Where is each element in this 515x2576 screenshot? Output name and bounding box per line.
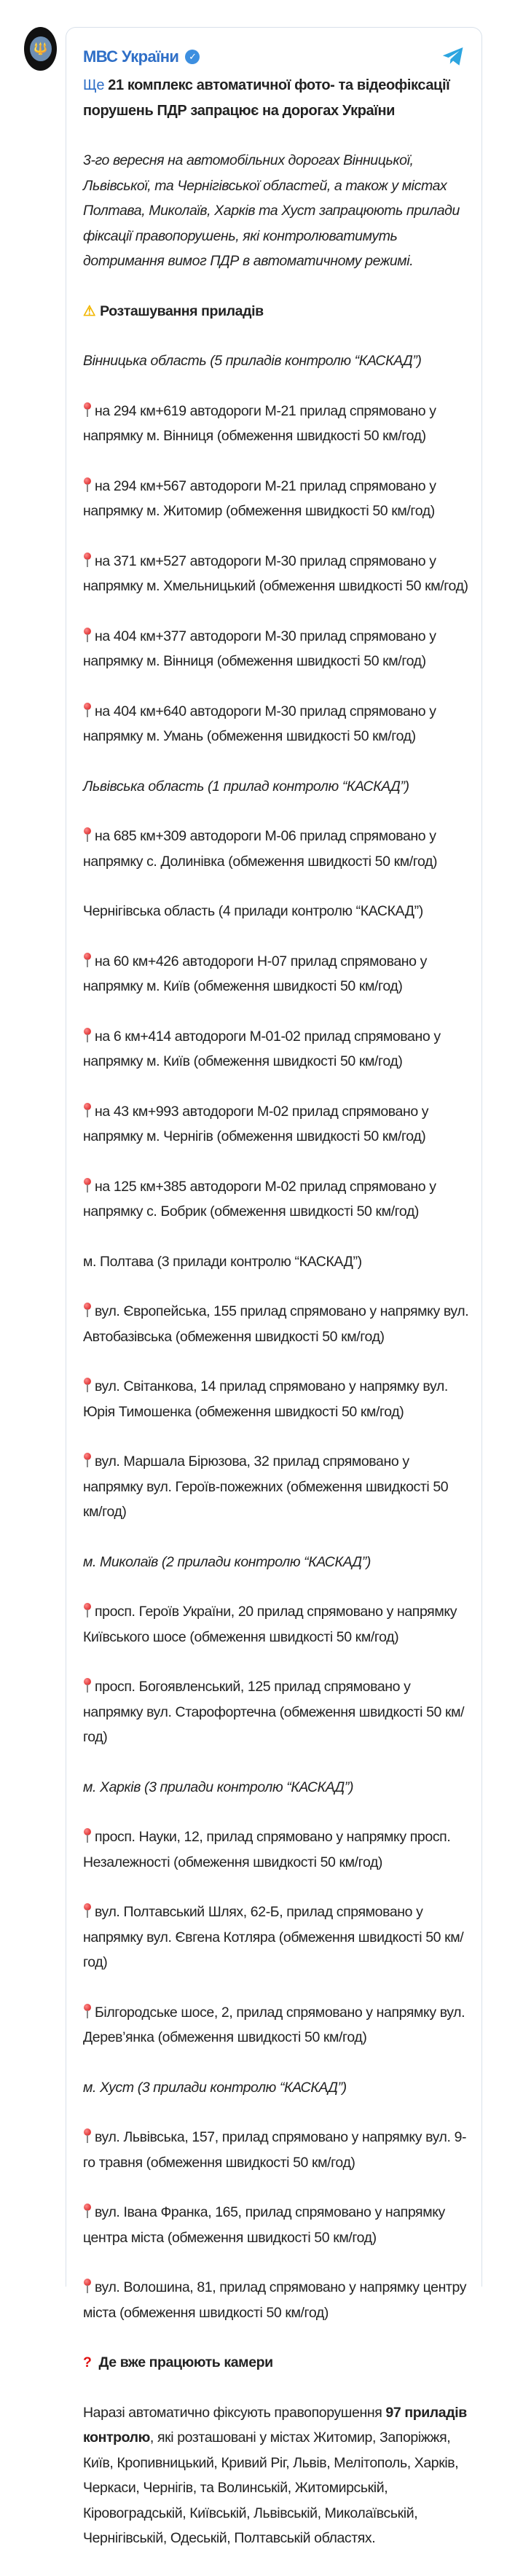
device-location-item	[83, 2000, 469, 2050]
device-location-text: на 685 км+309 автодороги М-06 прилад спрямовано у напрямку с. Долинівка (обмеження швидкості 50 км/год)	[83, 828, 438, 870]
device-location-item	[83, 624, 469, 674]
pushpin-icon	[83, 402, 92, 417]
summary-pre: Наразі автоматично фіксують правопорушення	[83, 2404, 386, 2421]
pushpin-icon	[83, 553, 92, 567]
trident-logo-icon: 🔱	[30, 36, 52, 61]
device-location-text: на 294 км+567 автодороги М-21 прилад спрямовано у напрямку м. Житомир (обмеження швидкості 50 км/год)	[83, 477, 436, 519]
device-location-item	[83, 824, 469, 874]
device-location-text: на 294 км+619 автодороги М-21 прилад спрямовано у напрямку м. Вінниця (обмеження швидкості 50 км/год)	[83, 402, 436, 444]
pushpin-icon	[83, 1678, 92, 1693]
telegram-post-card	[66, 27, 482, 2546]
device-location-item	[83, 1824, 469, 1875]
device-location-text: вул. Європейська, 155 прилад спрямовано у напрямку вул. Автобазівська (обмеження швидкості 50 км/год)	[83, 1303, 469, 1345]
post-headline	[83, 73, 469, 123]
device-location-item	[83, 1599, 469, 1650]
question-mark-icon: ?	[83, 2354, 92, 2370]
device-location-text: вул. Волошина, 81, прилад спрямовано у напрямку центру міста (обмеження швидкості 50 км/год)	[83, 2279, 467, 2321]
working-heading	[83, 2350, 469, 2376]
device-location-item	[83, 1024, 469, 1074]
group-title: м. Миколаїв (2 прилади контролю “КАСКАД”)	[83, 1553, 371, 1570]
pushpin-icon	[83, 628, 92, 642]
pushpin-icon	[83, 2279, 92, 2293]
device-location-item	[83, 474, 469, 524]
location-heading-text: Розташування приладів	[100, 303, 264, 319]
pushpin-icon	[83, 1828, 92, 1843]
device-location-text: просп. Науки, 12, прилад спрямовано у напрямку просп. Незалежності (обмеження швидкості 50 км/год)	[83, 1829, 451, 1870]
device-location-item	[83, 699, 469, 749]
device-location-text: вул. Івана Франка, 165, прилад спрямовано у напрямку центра міста (обмеження швидкості 50 км/год)	[83, 2204, 445, 2246]
device-location-text: на 125 км+385 автодороги М-02 прилад спрямовано у напрямку с. Бобрик (обмеження швидкості 50 км/год)	[83, 1178, 436, 1219]
device-location-text: вул. Полтавський Шлях, 62-Б, прилад спрямовано у напрямку вул. Євгена Котляра (обмеження швидкості 50 км/год)	[83, 1904, 464, 1970]
pushpin-icon	[83, 1453, 92, 1467]
author-name[interactable]: МВС України	[83, 47, 179, 66]
device-location-text: вул. Львівська, 157, прилад спрямовано у напрямку вул. 9-го травня (обмеження швидкості 50 км/год)	[83, 2129, 467, 2171]
pushpin-icon	[83, 1178, 92, 1193]
location-heading	[83, 299, 469, 324]
device-location-text: просп. Героїв України, 20 прилад спрямовано у напрямку Київського шосе (обмеження швидкості 50 км/год)	[83, 1604, 457, 1645]
device-location-item	[83, 2200, 469, 2250]
working-heading-text: Де вже працюють камери	[98, 2354, 273, 2370]
group-title: м. Харків (3 прилади контролю “КАСКАД”)	[83, 1779, 354, 1795]
summary-post: , які розташовані у містах Житомир, Запоріжжя, Київ, Кропивницький, Кривий Ріг, Львів, Мелітополь, Харків, Черкаси, Чернігів, та Волинській, Житомирській, Кіровоградській, Київській, Львівській, Миколаївській, Чернігівській, Одеській, Полтавській областях.	[83, 2429, 459, 2546]
device-location-text: на 404 км+640 автодороги М-30 прилад спрямовано у напрямку м. Умань (обмеження швидкості 50 км/год)	[83, 703, 436, 744]
device-location-item	[83, 1299, 469, 1349]
device-groups	[83, 348, 469, 2325]
summary-paragraph	[83, 2400, 469, 2551]
pushpin-icon	[83, 703, 92, 717]
author-avatar[interactable]	[24, 27, 57, 71]
group-title: Львівська область (1 прилад контролю “КАСКАД”)	[83, 778, 409, 795]
pushpin-icon	[83, 1303, 92, 1317]
headline-link[interactable]: Ще	[83, 77, 105, 93]
device-location-item	[83, 949, 469, 999]
group-title: м. Полтава (3 прилади контролю “КАСКАД”)	[83, 1253, 362, 1270]
device-location-item	[83, 1374, 469, 1424]
pushpin-icon	[83, 953, 92, 967]
pushpin-icon	[83, 2204, 92, 2218]
device-location-item	[83, 1900, 469, 1975]
device-location-item	[83, 1449, 469, 1525]
headline-text: 21 комплекс автоматичної фото- та відеофіксації порушень ПДР запрацює на дорогах України	[83, 77, 450, 119]
pushpin-icon	[83, 1028, 92, 1042]
device-location-item	[83, 2275, 469, 2325]
verified-badge-icon: ✓	[185, 50, 200, 64]
pushpin-icon	[83, 2128, 92, 2143]
device-location-item	[83, 2125, 469, 2175]
device-location-text: на 60 км+426 автодороги Н-07 прилад спрямовано у напрямку м. Київ (обмеження швидкості 50 км/год)	[83, 953, 427, 994]
device-location-text: Білгородське шосе, 2, прилад спрямовано у напрямку вул. Дерев’янка (обмеження швидкості 50 км/год)	[83, 2004, 465, 2045]
device-location-item	[83, 399, 469, 449]
device-location-text: просп. Богоявленський, 125 прилад спрямовано у напрямку вул. Старофортечна (обмеження швидкості 50 км/год)	[83, 1679, 465, 1745]
pushpin-icon	[83, 1378, 92, 1392]
post-header	[83, 44, 469, 70]
device-location-text: на 43 км+993 автодороги М-02 прилад спрямовано у напрямку м. Чернігів (обмеження швидкості 50 км/год)	[83, 1103, 429, 1144]
pushpin-icon	[83, 1903, 92, 1918]
group-title: м. Хуст (3 прилади контролю “КАСКАД”)	[83, 2079, 347, 2096]
warning-icon: ⚠	[83, 303, 96, 319]
pushpin-icon	[83, 1103, 92, 1117]
device-location-text: на 6 км+414 автодороги М-01-02 прилад спрямовано у напрямку м. Київ (обмеження швидкості 50 км/год)	[83, 1028, 441, 1069]
device-location-text: вул. Світанкова, 14 прилад спрямовано у напрямку вул. Юрія Тимошенка (обмеження швидкості 50 км/год)	[83, 1378, 448, 1420]
device-location-item	[83, 549, 469, 599]
group-title: Чернігівська область (4 прилади контролю “КАСКАД”)	[83, 903, 423, 919]
summary-bold: 97 приладів контролю	[83, 2404, 467, 2446]
device-location-item	[83, 1099, 469, 1150]
pushpin-icon	[83, 1603, 92, 1617]
post-intro: 3-го вересня на автомобільних дорогах Вінницької, Львівської, та Чернігівської областей, а також у містах Полтава, Миколаїв, Харків та Хуст запрацюють прилади фіксації правопорушень, які контролюватимуть дотримання вимог ПДР в автоматичному режимі.	[83, 152, 460, 269]
device-location-text: на 404 км+377 автодороги М-30 прилад спрямовано у напрямку м. Вінниця (обмеження швидкості 50 км/год)	[83, 628, 436, 669]
pushpin-icon	[83, 477, 92, 492]
device-location-item	[83, 1174, 469, 1225]
group-title: Вінницька область (5 приладів контролю “КАСКАД”)	[83, 353, 422, 369]
device-location-item	[83, 1674, 469, 1750]
device-location-text: на 371 км+527 автодороги М-30 прилад спрямовано у напрямку м. Хмельницький (обмеження швидкості 50 км/год)	[83, 553, 468, 594]
pushpin-icon	[83, 2004, 92, 2018]
pushpin-icon	[83, 827, 92, 842]
device-location-text: вул. Маршала Бірюзова, 32 прилад спрямовано у напрямку вул. Героїв-пожежних (обмеження швидкості 50 км/год)	[83, 1453, 449, 1520]
